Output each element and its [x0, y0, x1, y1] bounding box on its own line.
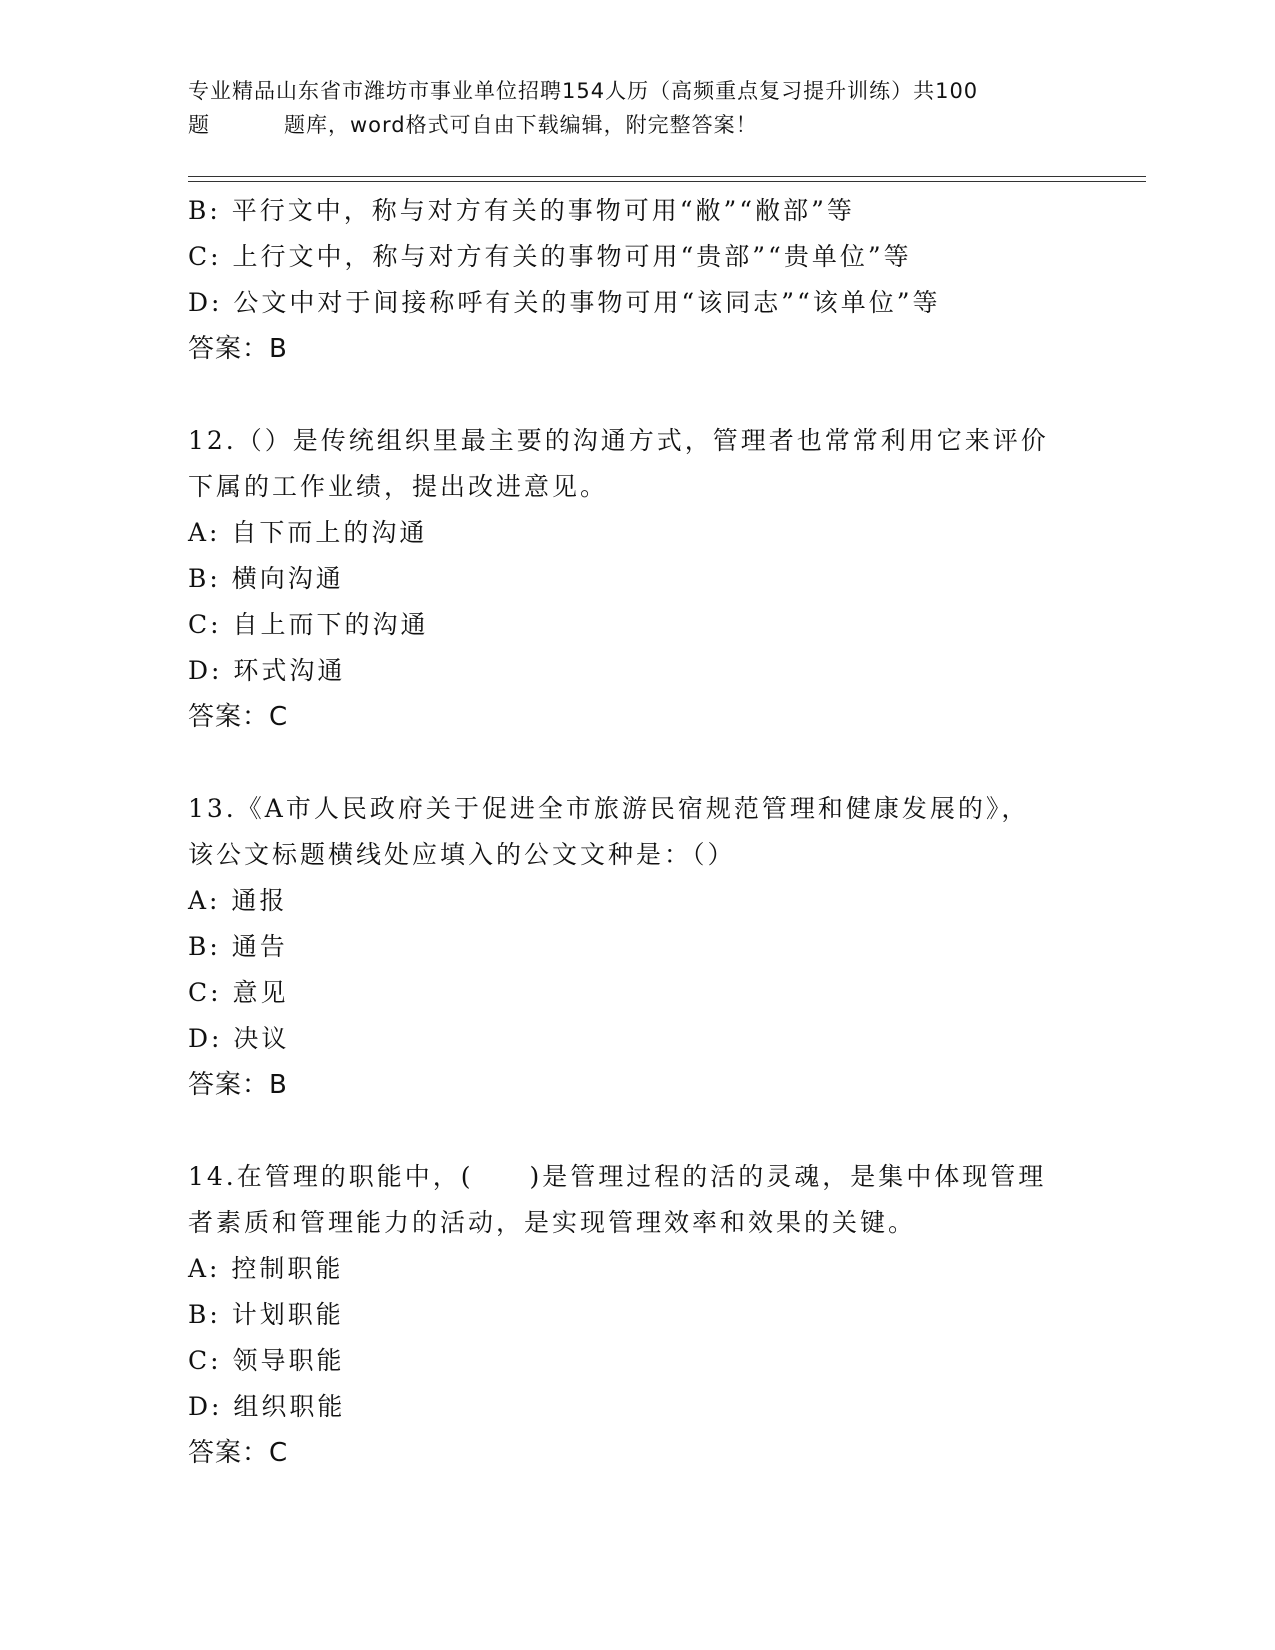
question-stem-cont: 下属的工作业绩，提出改进意见。	[188, 472, 609, 501]
question-13	[188, 786, 1088, 1108]
option-b: B: 平行文中，称与对方有关的事物可用“敝”“敝部”等	[188, 196, 855, 225]
option-b: B: 横向沟通	[188, 564, 344, 593]
question-stem: 13.《A市人民政府关于促进全市旅游民宿规范管理和健康发展的》，	[188, 794, 1030, 823]
option-d: D: 环式沟通	[188, 656, 346, 685]
header-rule-thin	[188, 181, 1146, 182]
option-b: B: 计划职能	[188, 1300, 344, 1329]
option-d: D: 决议	[188, 1024, 290, 1053]
option-a: A: 控制职能	[188, 1254, 344, 1283]
question-list	[188, 188, 1088, 1476]
header-rule	[188, 176, 1146, 177]
option-a: A: 通报	[188, 886, 288, 915]
answer: 答案：C	[188, 702, 289, 732]
option-c: C: 上行文中，称与对方有关的事物可用“贵部”“贵单位”等	[188, 242, 912, 271]
question-11-tail	[188, 188, 1088, 372]
option-c: C: 自上而下的沟通	[188, 610, 429, 639]
option-d: D: 组织职能	[188, 1392, 346, 1421]
header-line-1: 专业精品山东省市潍坊市事业单位招聘154人历（高频重点复习提升训练）共100	[188, 79, 979, 103]
question-12	[188, 418, 1088, 740]
option-d: D: 公文中对于间接称呼有关的事物可用“该同志”“该单位”等	[188, 288, 941, 317]
answer: 答案：C	[188, 1438, 289, 1468]
option-b: B: 通告	[188, 932, 288, 961]
question-stem-cont: 者素质和管理能力的活动，是实现管理效率和效果的关键。	[188, 1208, 917, 1237]
question-14	[188, 1154, 1088, 1476]
option-a: A: 自下而上的沟通	[188, 518, 428, 547]
answer: 答案：B	[188, 334, 288, 364]
question-stem: 14.在管理的职能中，( )是管理过程的活的灵魂，是集中体现管理	[188, 1162, 1047, 1191]
answer: 答案：B	[188, 1070, 288, 1100]
question-stem-cont: 该公文标题横线处应填入的公文文种是：（）	[188, 840, 736, 869]
document-header	[188, 74, 1088, 142]
option-c: C: 领导职能	[188, 1346, 345, 1375]
option-c: C: 意见	[188, 978, 289, 1007]
header-line-2: 题 题库，word格式可自由下载编辑，附完整答案！	[188, 113, 758, 137]
question-stem: 12.（）是传统组织里最主要的沟通方式，管理者也常常利用它来评价	[188, 426, 1049, 455]
